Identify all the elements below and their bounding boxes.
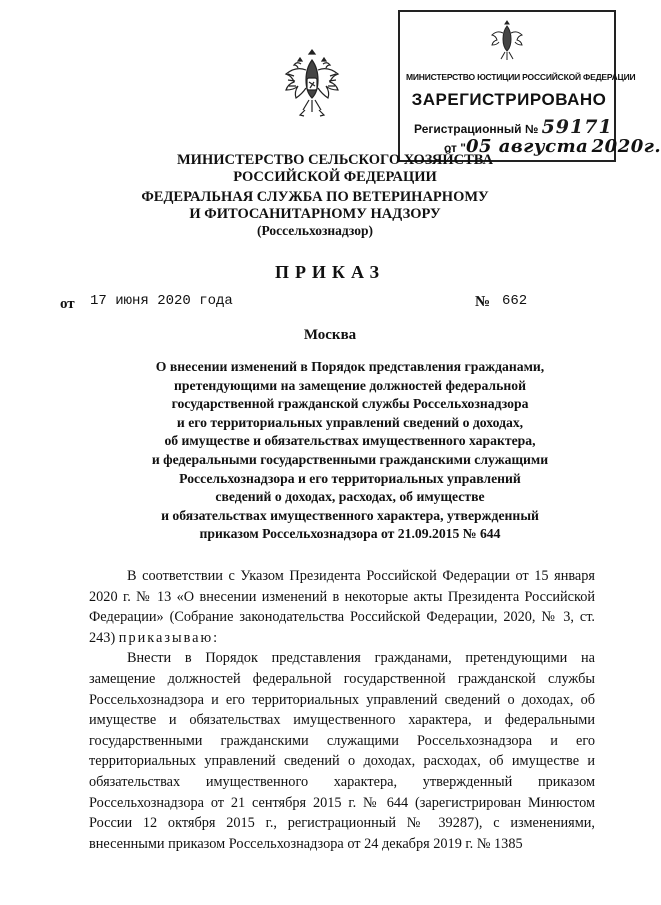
subject-line: и федеральными государственными гражданскими служащими <box>151 451 549 467</box>
registration-stamp <box>398 10 661 162</box>
order-number: 662 <box>502 293 528 309</box>
stamp-reg-number: 59171 <box>541 116 613 138</box>
service-abbreviation: (Россельхознадзор) <box>256 223 374 238</box>
coat-of-arms-emblem <box>283 44 341 124</box>
ministry-name-line-2: РОССИЙСКОЙ ФЕДЕРАЦИИ <box>233 169 437 185</box>
subject-line: приказом Россельхознадзора от 21.09.2015 № 644 <box>199 526 501 542</box>
subject-line: О внесении изменений в Порядок представления гражданами, <box>155 359 545 374</box>
subject-line: и обязательствах имущественного характера, утвержденный <box>161 507 539 523</box>
order-from-label: от <box>60 296 75 312</box>
order-command-word: приказываю: <box>118 629 220 646</box>
order-number-label: № <box>475 294 491 310</box>
subject-line: Россельхознадзора и его территориальных управлений <box>179 470 521 486</box>
city-name: Москва <box>303 327 357 343</box>
stamp-emblem-icon <box>490 18 524 64</box>
service-name <box>75 189 555 223</box>
body-paragraph-1 <box>89 566 595 648</box>
service-name-line-2: И ФИТОСАНИТАРНОМУ НАДЗОРУ <box>189 206 441 222</box>
stamp-date-label: от " <box>444 141 466 155</box>
subject-line: государственной гражданской службы Россельхознадзора <box>171 396 529 412</box>
body-paragraph-2: Внести в Порядок представления гражданами, претендующими на замещение должностей федеральной государственной гражданской службы Россельхознадзора и его территориальных управлений сведений о доходах, об имуществе и обязательствах имущественного характера, и федеральными государственными гражданскими служащими Россельхознадзора и его территориальных управлений сведений о доходах, расходах, об имуществе и обязательствах имущественного характера, утвержденный приказом Россельхознадзора от 21 сентября 2015 г. № 644 (зарегистрирован Минюстом России 12 октября 2015 г., регистрационный № 39287), с изменениями, внесенными приказом Россельхознадзора от 24 декабря 2019 г. № 1385 <box>89 650 595 852</box>
ministry-name-line-1: МИНИСТЕРСТВО СЕЛЬСКОГО ХОЗЯЙСТВА <box>177 152 493 168</box>
double-headed-eagle-icon <box>283 44 341 124</box>
order-subject <box>110 358 590 544</box>
stamp-date-value: 05 августа <box>465 136 589 157</box>
stamp-ministry-name: МИНИСТЕРСТВО ЮСТИЦИИ РОССИЙСКОЙ ФЕДЕРАЦИИ <box>406 72 636 82</box>
stamp-registration-number-line <box>414 116 613 138</box>
document-title: ПРИКАЗ <box>274 262 386 282</box>
stamp-registered-label: ЗАРЕГИСТРИРОВАНО <box>411 90 607 109</box>
order-body <box>89 566 595 854</box>
subject-line: об имуществе и обязательствах имущественного характера, <box>164 433 536 449</box>
subject-line: сведений о доходах, расходах, об имуществе <box>215 489 485 505</box>
order-date: 17 июня 2020 года <box>90 293 233 309</box>
stamp-date-year: 2020г. <box>591 136 661 157</box>
ministry-name <box>95 152 575 186</box>
paragraph-1-text: В соответствии с Указом Президента Российской Федерации от 15 января 2020 г. № 13 «О внесении изменений в некоторые акты Президента Российской Федерации» (Собрание законодательства Российской Федерации, 2020, № 3, ст. 243) <box>89 568 595 646</box>
stamp-reg-label: Регистрационный № <box>414 122 539 136</box>
subject-line: претендующими на замещение должностей федеральной <box>174 377 526 393</box>
subject-line: и его территориальных управлений сведений о доходах, <box>176 414 524 430</box>
service-name-line-1: ФЕДЕРАЛЬНАЯ СЛУЖБА ПО ВЕТЕРИНАРНОМУ <box>141 189 489 205</box>
